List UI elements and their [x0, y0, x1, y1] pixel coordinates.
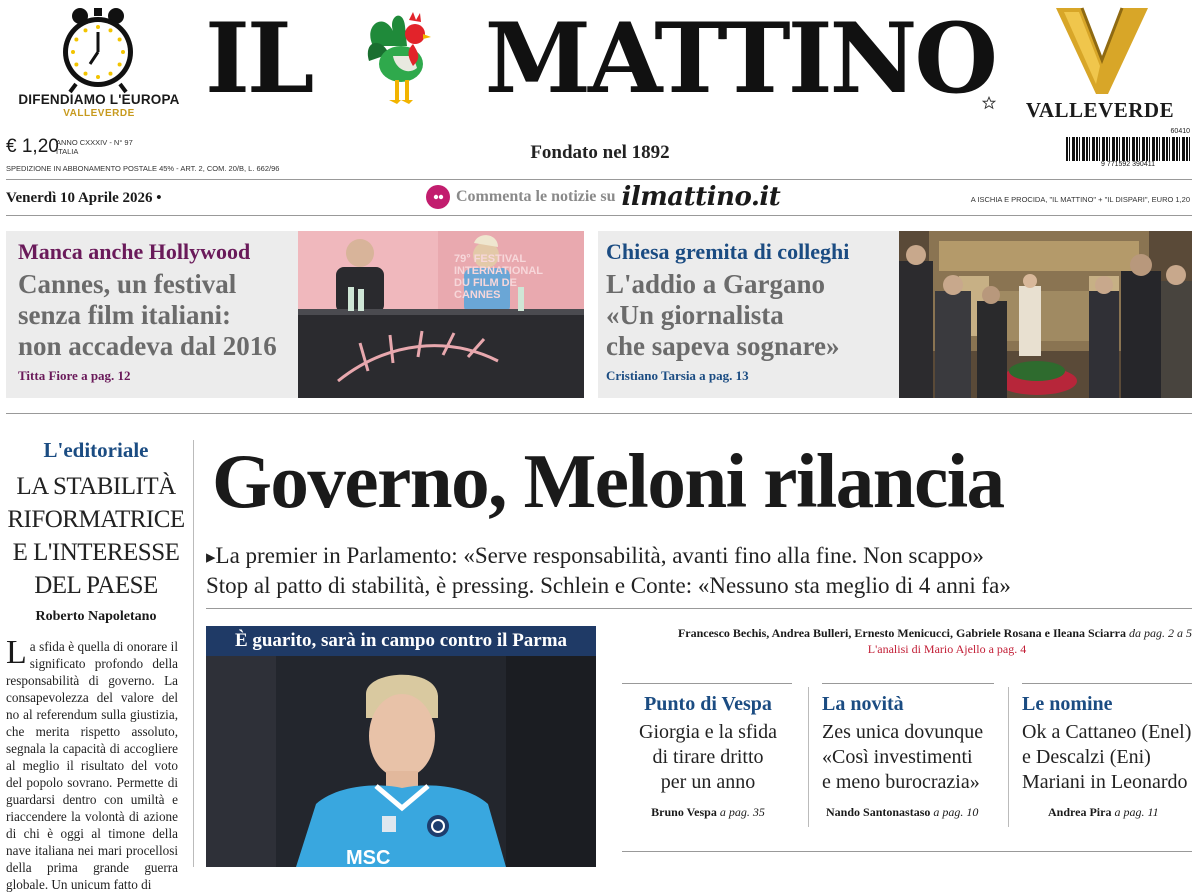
column-author	[1022, 805, 1198, 820]
issue-info	[56, 138, 133, 156]
headline-line: senza film italiani:	[18, 300, 231, 330]
story-author: Titta Fiore a pag. 12	[18, 368, 131, 383]
analysis-link[interactable]: L'analisi di Mario Ajello a pag. 4	[867, 642, 1027, 656]
author-page: a pag. 10	[933, 805, 979, 819]
cannes-photo	[298, 231, 584, 398]
column-headline	[822, 720, 1002, 795]
editorial-title[interactable]	[4, 470, 188, 602]
author-name: Nando Santonastaso	[826, 805, 931, 819]
top-story-cannes[interactable]	[6, 231, 298, 398]
valleverde-logo	[1052, 4, 1152, 96]
column-author	[822, 805, 1002, 820]
story-kicker: Chiesa gremita di colleghi	[606, 239, 850, 264]
barcode	[1066, 128, 1190, 168]
column-line: Mariani in Leonardo	[1022, 771, 1188, 793]
svg-text:MSC: MSC	[346, 847, 391, 869]
author-name: Bruno Vespa	[651, 805, 717, 819]
byline-pages: da pag. 2 a 5	[1129, 626, 1192, 640]
editorial-body	[6, 634, 178, 893]
site-link[interactable]: ilmattino.it	[621, 182, 781, 212]
masthead-mattino: MATTINO	[484, 1, 995, 115]
price: € 1,20	[6, 136, 59, 157]
promo-brand: VALLEVERDE	[63, 108, 135, 119]
column-line: Ok a Cattaneo (Enel)	[1022, 721, 1192, 743]
alarm-clock-logo	[60, 6, 136, 92]
headline-line: Cannes, un festival	[18, 269, 237, 299]
funeral-photo	[899, 231, 1192, 398]
subheadline-1	[206, 541, 984, 573]
story-kicker: Manca anche Hollywood	[18, 239, 251, 264]
column-line: e meno burocrazia»	[822, 771, 980, 793]
column-line: per un anno	[660, 771, 756, 793]
column-headline	[1022, 720, 1198, 795]
spedizione-note: SPEDIZIONE IN ABBONAMENTO POSTALE 45% - ART. 2, COM. 20/B, L. 662/96	[6, 164, 280, 173]
photo-caption: È guarito, sarà in campo contro il Parma	[206, 626, 596, 656]
issue-number: ANNO CXXXIV - N° 97	[56, 138, 133, 147]
column-line: di tirare dritto	[652, 746, 764, 768]
issue-date: Venerdì 10 Aprile 2026 •	[6, 190, 162, 206]
title-line: LA STABILITÀ	[16, 473, 176, 500]
column-divider	[1008, 687, 1009, 827]
headline-line: L'addio a Gargano	[606, 269, 826, 299]
headline-line: «Un giornalista	[606, 300, 784, 330]
author-page: a pag. 11	[1114, 805, 1159, 819]
barcode-bars	[1066, 137, 1190, 161]
column-line: Zes unica dovunque	[822, 721, 984, 743]
column-le-nomine[interactable]	[1022, 693, 1198, 820]
subheadline-2: Stop al patto di stabilità, è pressing. Schlein e Conte: «Nessuno sta meglio di 4 anni fa»	[206, 573, 1011, 598]
column-divider	[808, 687, 809, 827]
byline-names: Francesco Bechis, Andrea Bulleri, Ernesto Menicucci, Gabriele Rosana e Ileana Sciarra	[677, 626, 1126, 640]
column-la-novita[interactable]	[822, 693, 1002, 820]
comment-text: Commenta le notizie su	[456, 188, 616, 205]
author-page: a pag. 35	[719, 805, 765, 819]
top-story-gargano[interactable]	[598, 231, 900, 398]
masthead-il: IL	[205, 1, 312, 115]
title-line: DEL PAESE	[34, 572, 158, 599]
column-line: e Descalzi (Eni)	[1022, 746, 1151, 768]
story-headline	[18, 269, 277, 362]
divider	[6, 215, 1192, 216]
byline	[622, 625, 1192, 657]
column-kicker: Punto di Vespa	[644, 693, 772, 715]
editorial-author: Roberto Napoletano	[35, 609, 157, 624]
story-headline	[606, 269, 840, 362]
player-illustration	[206, 626, 596, 867]
supplement-note: A ISCHIA E PROCIDA, "IL MATTINO" + "IL DISPARI", EURO 1,20	[970, 195, 1190, 204]
main-headline[interactable]: Governo, Meloni rilancia	[212, 438, 1004, 524]
byline-authors	[622, 625, 1192, 641]
star-icon	[982, 96, 996, 110]
barcode-number: 9 771592 390411	[1101, 161, 1155, 168]
title-line: E L'INTERESSE	[12, 539, 180, 566]
author-name: Andrea Pira	[1048, 805, 1112, 819]
headline-line: non accadeva dal 2016	[18, 331, 277, 361]
comment-link[interactable]	[426, 182, 780, 212]
column-line: Giorgia e la sfida	[639, 721, 777, 743]
triangle-bullet-icon: ▸	[206, 547, 216, 568]
column-author	[616, 805, 800, 820]
editorial-text: a sfida è quella di onorare il significato profondo della responsabilità di governo. La consapevolezza del valore del no al referendum sulla giustizia, che merita rispetto assoluto, segnala la capacità di accogliere al meglio il risultato del voto del popolo sovrano. Permette di guardarsi dentro con umiltà e riaccendere la volontà di azione di chi è oggi al timone della nave italiana nei mari procellosi della prima grande guerra globale. Un unicum fatto di	[6, 639, 178, 892]
subheadline-text: La premier in Parlamento: «Serve responsabilità, avanti fino alla fine. Non scappo»	[215, 543, 984, 568]
column-headline	[616, 720, 800, 795]
church-illustration	[899, 231, 1192, 398]
column-divider	[193, 440, 194, 867]
headline-line: che sapeva sognare»	[606, 331, 840, 361]
column-line: «Così investimenti	[822, 746, 973, 768]
comment-bubble-icon	[426, 185, 450, 209]
founded-line: Fondato nel 1892	[530, 142, 670, 163]
masthead[interactable]	[205, 1, 995, 115]
divider	[206, 608, 1192, 609]
divider	[622, 851, 1192, 852]
editorial-kicker: L'editoriale	[43, 438, 149, 462]
column-punto-di-vespa[interactable]	[616, 693, 800, 820]
rooster-icon	[363, 6, 433, 110]
football-photo	[206, 626, 596, 867]
divider	[622, 683, 792, 684]
column-kicker: Le nomine	[1022, 693, 1113, 715]
story-author: Cristiano Tarsia a pag. 13	[606, 368, 749, 383]
screen-text: 79° FESTIVAL INTERNATIONAL DU FILM DE CANNES	[454, 253, 543, 301]
issue-country: ITALIA	[56, 147, 79, 156]
valleverde-brand: VALLEVERDE	[1025, 98, 1175, 122]
column-kicker: La novità	[822, 693, 904, 715]
divider	[6, 179, 1192, 180]
divider	[1022, 683, 1192, 684]
barcode-top-number: 60410	[1170, 128, 1190, 135]
divider	[6, 413, 1192, 414]
title-line: RIFORMATRICE	[7, 506, 185, 533]
promo-title: DIFENDIAMO L'EUROPA	[18, 92, 180, 107]
divider	[822, 683, 994, 684]
dropcap: L	[6, 634, 27, 671]
